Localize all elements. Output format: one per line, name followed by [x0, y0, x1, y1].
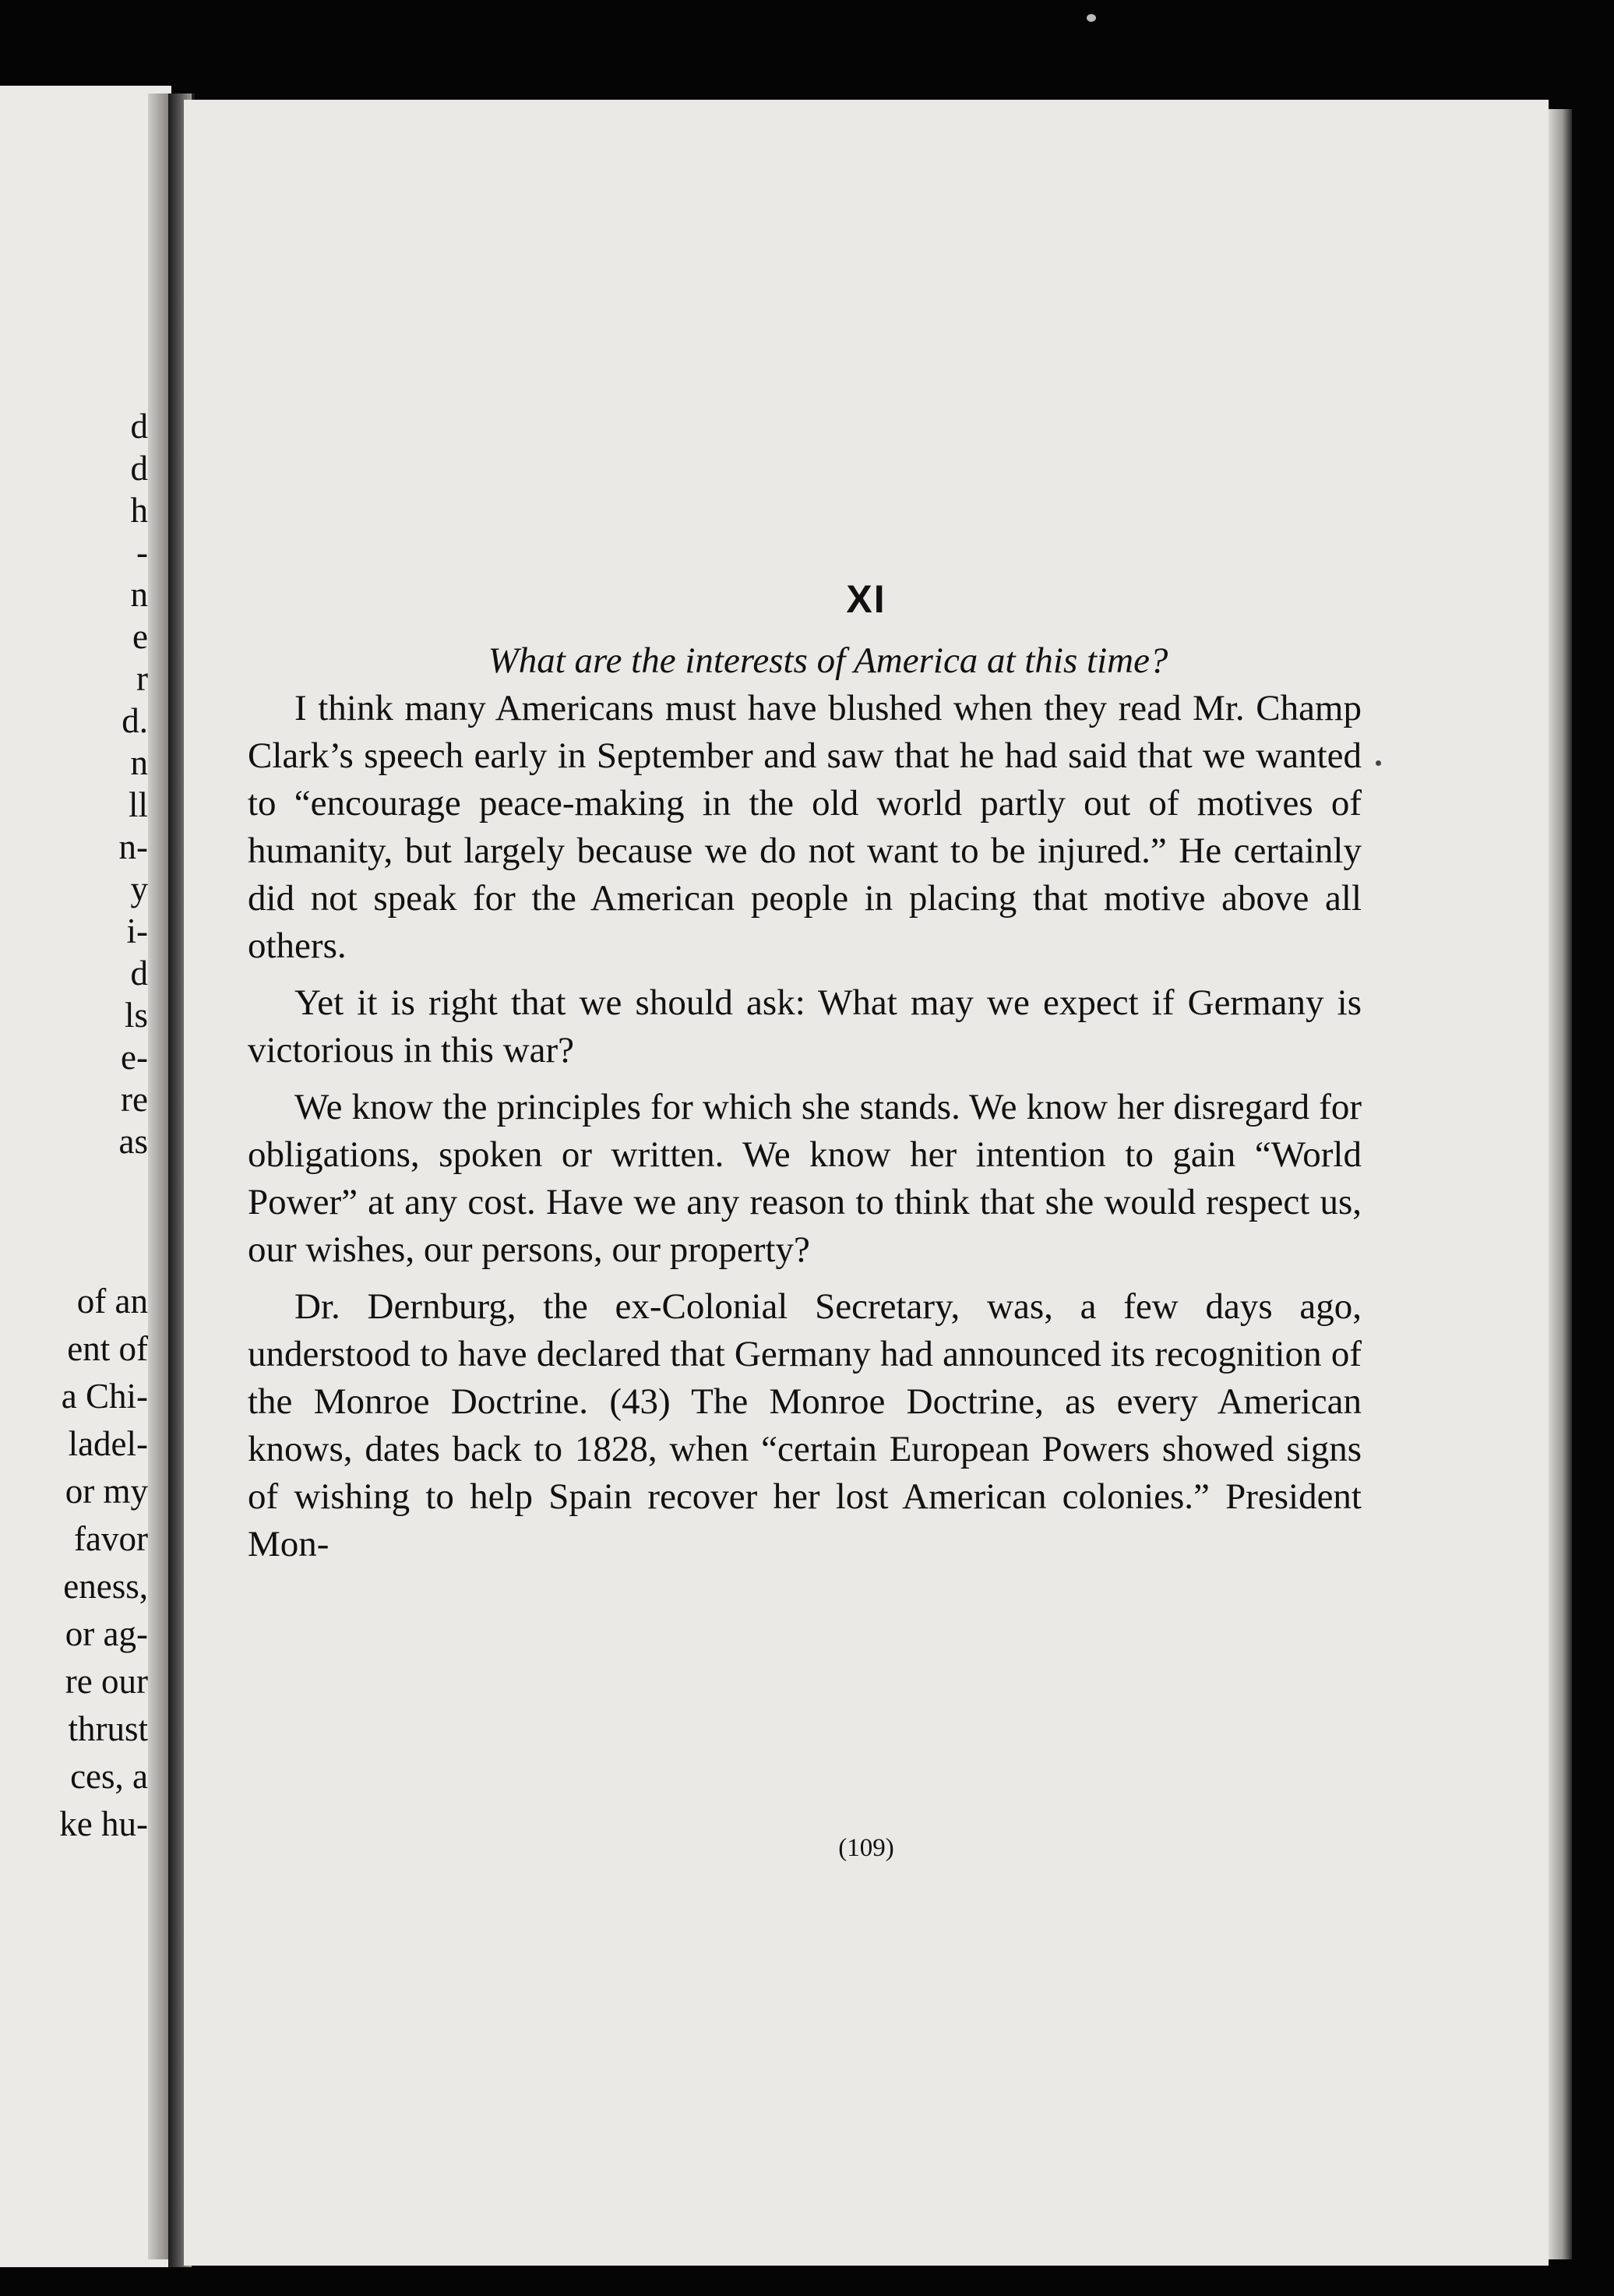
left-fragment-line: or my [65, 1472, 148, 1511]
body-paragraph: Yet it is right that we should ask: What may we expect if Germany is victorious in this war? [248, 982, 1362, 1070]
chapter-number: XI [846, 577, 886, 621]
left-fragment-line: e [132, 617, 148, 656]
scan-speck [1376, 760, 1381, 766]
left-fragment-line: ke hu- [59, 1804, 148, 1843]
left-fragment-line: ent of [67, 1329, 148, 1368]
section-question-heading: What are the interests of America at this time? [488, 640, 1168, 681]
left-fragment-line: re [121, 1080, 148, 1119]
left-fragment-line: thrust [68, 1709, 148, 1748]
left-fragment-line: ll [128, 785, 148, 824]
left-fragment-line: n [130, 575, 148, 614]
left-fragment-line: d [130, 449, 148, 488]
left-fragment-line: as [118, 1122, 148, 1161]
scan-speck [1087, 14, 1096, 22]
left-fragment-line: re our [65, 1662, 148, 1701]
left-fragment-line: ladel- [68, 1424, 148, 1463]
left-fragment-line: d [130, 954, 148, 993]
body-paragraph: Dr. Dernburg, the ex-Colonial Secretary, was, a few days ago, understood to have declared that Germany had announced its recognition of the Monroe Doctrine. (43) The Monroe Doctrine, as every American knows, dates back to 1828, when “certain European Powers showed signs of wishing to help Spain recover her lost American colonies.” President Mon- [248, 1286, 1362, 1564]
left-fragment-line: d. [122, 701, 148, 740]
left-fragment-line: i- [126, 912, 148, 950]
left-fragment-line: ces, a [70, 1757, 148, 1796]
left-page-upper-text-fragments [119, 405, 149, 1162]
left-fragment-line: - [136, 533, 148, 572]
left-fragment-line: d [130, 407, 148, 446]
left-fragment-line: n- [118, 827, 148, 866]
left-fragment-line: ls [124, 996, 148, 1035]
body-paragraph: I think many Americans must have blushed when they read Mr. Champ Clark’s speech early in September and saw that he had said that we wanted to “encourage peace-making in the old world partly out of motives of humanity, but largely because we do not want to be injured.” He certainly did not speak for the American people in placing that motive above all others. [248, 688, 1362, 966]
left-fragment-line: n [130, 743, 148, 782]
left-fragment-line: y [130, 869, 148, 908]
left-page-lower-text-fragments [59, 1278, 148, 1848]
page-body [248, 637, 1362, 1568]
left-fragment-line: a Chi- [61, 1377, 148, 1416]
left-fragment-line: or ag- [65, 1614, 148, 1653]
body-paragraph: We know the principles for which she stands. We know her disregard for obligations, spoken or written. We know her intention to gain “World Power” at any cost. Have we any reason to think that she would respect us, our wishes, our persons, our property? [248, 1087, 1362, 1270]
left-fragment-line: eness, [63, 1567, 148, 1606]
right-page [184, 100, 1549, 2266]
right-page-edge [1549, 109, 1572, 2259]
left-fragment-line: e- [121, 1038, 148, 1077]
left-fragment-line: of an [76, 1282, 148, 1321]
left-fragment-line: favor [74, 1519, 148, 1558]
left-fragment-line: r [136, 659, 148, 698]
left-facing-page [0, 86, 171, 2267]
page-number: (109) [838, 1834, 894, 1862]
left-fragment-line: h [130, 491, 148, 530]
